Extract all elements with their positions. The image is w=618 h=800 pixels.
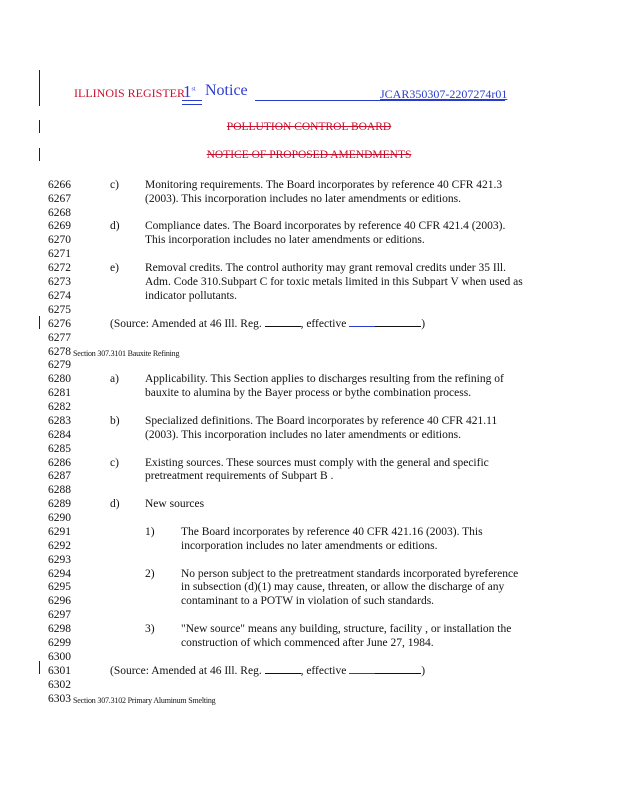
line-number: 6279	[48, 359, 71, 371]
effective-date-blank	[375, 673, 421, 674]
line-number: 6289	[48, 498, 71, 510]
line-number: 6294	[48, 568, 71, 580]
line-number: 6278	[48, 346, 71, 358]
subsection-label: a)	[110, 373, 119, 385]
paragraph-line: pretreatment requirements of Subpart B .	[145, 470, 334, 482]
line-number: 6293	[48, 554, 71, 566]
source-note: (Source: Amended at 46 Ill. Reg. , effective )	[110, 318, 426, 330]
paragraph-line: (2003). This incorporation includes no later amendments or editions.	[145, 429, 461, 441]
line-number: 6288	[48, 484, 71, 496]
paragraph-line: No person subject to the pretreatment standards incorporated byreference	[181, 568, 519, 580]
notice-title: NOTICE OF PROPOSED AMENDMENTS	[206, 149, 412, 161]
paragraph-line: Adm. Code 310.Subpart C for toxic metals limited in this Subpart V when used as	[145, 276, 523, 288]
line-number: 6275	[48, 304, 71, 316]
notice-label: Notice	[205, 82, 248, 99]
line-number: 6280	[48, 373, 71, 385]
line-number: 6295	[48, 581, 71, 593]
line-number: 6302	[48, 679, 71, 691]
effective-date-blank	[349, 326, 375, 327]
line-number: 6282	[48, 401, 71, 413]
page-number-underline	[182, 104, 202, 105]
line-number: 6290	[48, 512, 71, 524]
paragraph-line: bauxite to alumina by the Bayer process or bythe combination process.	[145, 387, 472, 399]
paragraph-line: (2003). This incorporation includes no later amendments or editions.	[145, 193, 461, 205]
revision-bar	[39, 70, 40, 106]
subsection-label: b)	[110, 415, 120, 427]
line-number: 6281	[48, 387, 71, 399]
line-number: 6301	[48, 665, 71, 677]
register-blank	[265, 673, 301, 674]
line-number: 6303	[48, 693, 71, 705]
line-number: 6285	[48, 443, 71, 455]
revision-bar	[39, 661, 40, 674]
line-number: 6274	[48, 290, 71, 302]
line-number: 6296	[48, 595, 71, 607]
subsection-label: c)	[110, 457, 119, 469]
line-number: 6286	[48, 457, 71, 469]
paragraph-line: Removal credits. The control authority may grant removal credits under 35 Ill.	[145, 262, 506, 274]
paragraph-line: incorporation includes no later amendments or editions.	[181, 540, 438, 552]
line-number: 6298	[48, 623, 71, 635]
paragraph-line: Applicability. This Section applies to discharges resulting from the refining of	[145, 373, 504, 385]
board-title: POLLUTION CONTROL BOARD	[226, 121, 392, 133]
subsection-label: d)	[110, 498, 120, 510]
section-heading: Section 307.3102 Primary Aluminum Smelting	[73, 696, 216, 705]
paragraph-line: "New source" means any building, structure, facility , or installation the	[181, 623, 512, 635]
register-blank	[265, 326, 301, 327]
effective-date-blank	[349, 673, 375, 674]
paragraph-line: in subsection (d)(1) may cause, threaten, or allow the discharge of any	[181, 581, 505, 593]
paragraph-line: Monitoring requirements. The Board incorporates by reference 40 CFR 421.3	[145, 179, 503, 191]
effective-date-blank	[375, 326, 421, 327]
line-number: 6277	[48, 332, 71, 344]
line-number: 6287	[48, 470, 71, 482]
line-number: 6283	[48, 415, 71, 427]
source-note: (Source: Amended at 46 Ill. Reg. , effective )	[110, 665, 426, 677]
paragraph-line: Compliance dates. The Board incorporates by reference 40 CFR 421.4 (2003).	[145, 220, 506, 232]
line-number: 6271	[48, 248, 71, 260]
line-number: 6276	[48, 318, 71, 330]
paragraph-line: contaminant to a POTW in violation of such standards.	[181, 595, 435, 607]
paragraph-line: indicator pollutants.	[145, 290, 237, 302]
line-number: 6269	[48, 220, 71, 232]
line-number: 6300	[48, 651, 71, 663]
line-number: 6267	[48, 193, 71, 205]
page-number: 1st	[183, 82, 196, 101]
item-label: 1)	[145, 526, 155, 538]
section-heading: Section 307.3101 Bauxite Refining	[73, 349, 180, 358]
paragraph-line: This incorporation includes no later amendments or editions.	[145, 234, 425, 246]
paragraph-line: construction of which commenced after June 27, 1984.	[181, 637, 434, 649]
revision-bar	[39, 316, 40, 329]
item-label: 2)	[145, 568, 155, 580]
item-label: 3)	[145, 623, 155, 635]
line-number: 6284	[48, 429, 71, 441]
subsection-label: c)	[110, 179, 119, 191]
line-number: 6268	[48, 207, 71, 219]
paragraph-line: Specialized definitions. The Board incorporates by reference 40 CFR 421.11	[145, 415, 498, 427]
line-number: 6292	[48, 540, 71, 552]
paragraph-line: Existing sources. These sources must comply with the general and specific	[145, 457, 489, 469]
line-number: 6272	[48, 262, 71, 274]
line-number: 6270	[48, 234, 71, 246]
document-code: JCAR350307-2207274r01	[380, 87, 508, 101]
line-number: 6273	[48, 276, 71, 288]
paragraph-line: New sources	[145, 498, 205, 510]
line-number: 6266	[48, 179, 71, 191]
subsection-label: e)	[110, 262, 119, 274]
line-number: 6291	[48, 526, 71, 538]
line-number: 6299	[48, 637, 71, 649]
register-title: ILLINOIS REGISTER	[74, 86, 185, 100]
subsection-label: d)	[110, 220, 120, 232]
line-number: 6297	[48, 609, 71, 621]
paragraph-line: The Board incorporates by reference 40 CFR 421.16 (2003). This	[181, 526, 483, 538]
page-number-underline	[182, 100, 202, 101]
